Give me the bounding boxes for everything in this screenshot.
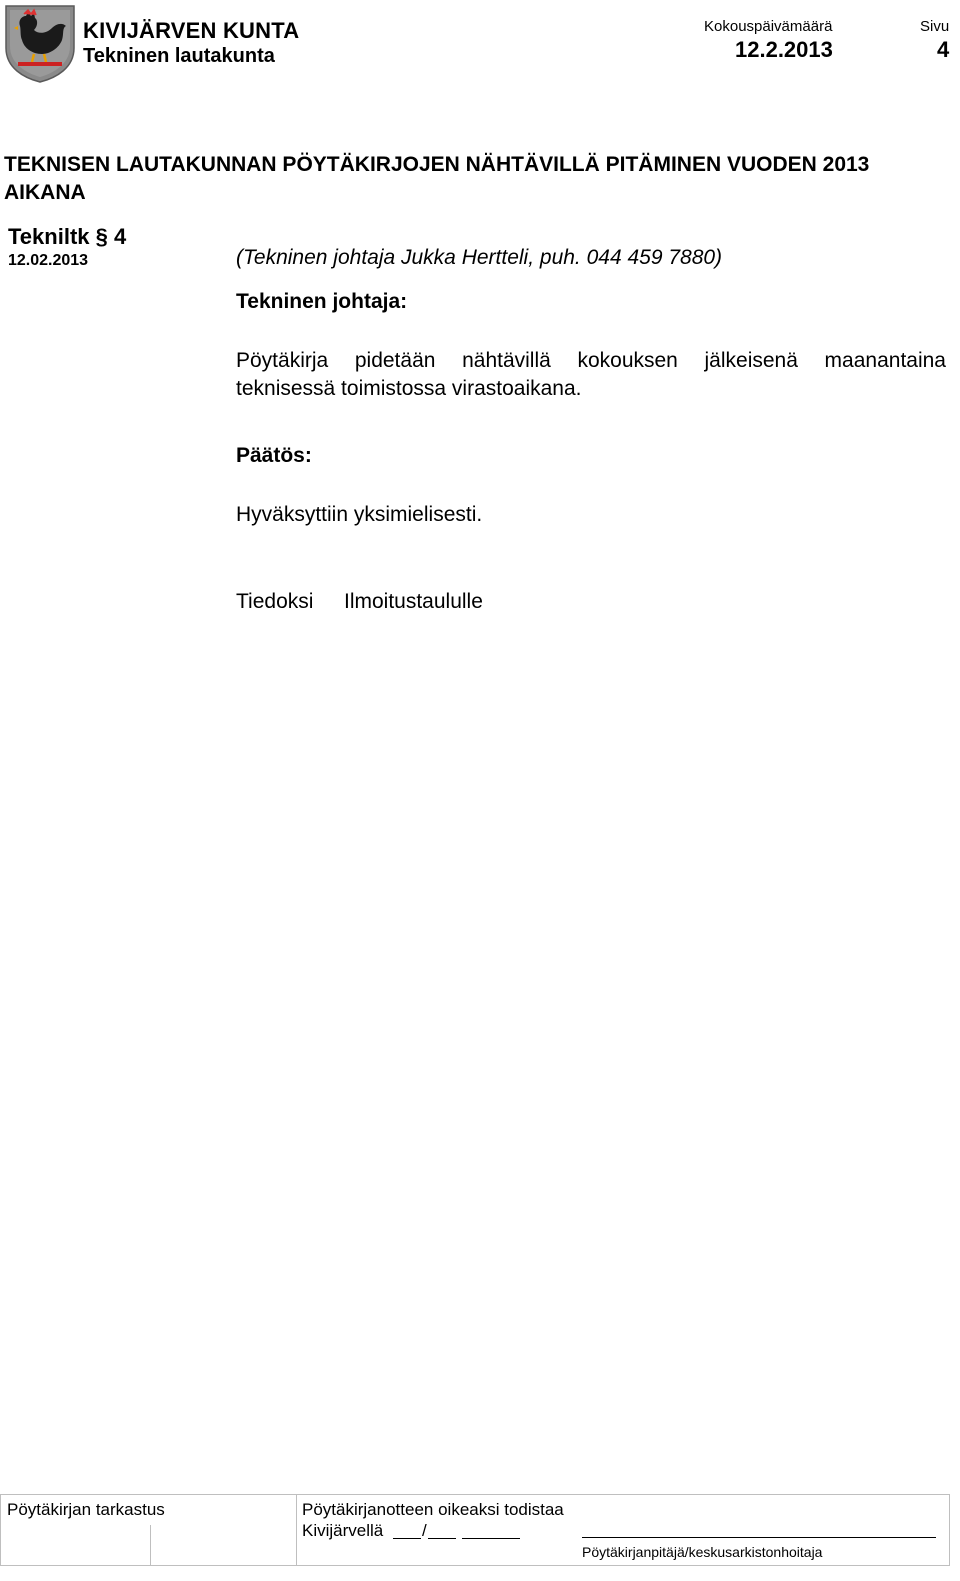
footer-date-blank-month (428, 1538, 456, 1539)
notify-label: Tiedoksi (236, 590, 314, 613)
document-title: TEKNISEN LAUTAKUNNAN PÖYTÄKIRJOJEN NÄHTÄVILLÄ PITÄMINEN VUODEN 2013 AIKANA (4, 153, 870, 204)
footer-certify-label: Pöytäkirjanotteen oikeaksi todistaa (302, 1500, 564, 1519)
rooster-coat-of-arms-icon (4, 4, 76, 84)
footer-signature-divider (150, 1525, 151, 1566)
footer-date-slash: / (422, 1521, 427, 1540)
footer-date-blank-day (393, 1538, 421, 1539)
footer-divider (296, 1494, 297, 1566)
footer-date-blank-year (462, 1538, 520, 1539)
footer-place: Kivijärvellä (302, 1521, 384, 1540)
section-date: 12.02.2013 (8, 252, 89, 269)
proposer-label: Tekninen johtaja: (236, 290, 408, 313)
proposal-text: Pöytäkirja pidetään nähtävillä kokouksen jälkeisenä maanantaina teknisessä toimistossa virastoaikana. (236, 349, 946, 400)
organization-name: KIVIJÄRVEN KUNTA (83, 18, 300, 43)
meeting-date-label: Kokouspäivämäärä (704, 18, 833, 35)
page-label: Sivu (920, 18, 950, 35)
organization-unit: Tekninen lautakunta (83, 45, 275, 67)
notify-target: Ilmoitustaululle (344, 590, 483, 613)
decision-label: Päätös: (236, 444, 312, 467)
section-reference: Tekniltk § 4 (8, 224, 127, 249)
footer-review-label: Pöytäkirjan tarkastus (7, 1500, 165, 1519)
footer-signature-line (582, 1537, 936, 1538)
presenter-info: (Tekninen johtaja Jukka Hertteli, puh. 044 459 7880) (236, 246, 723, 269)
footer-signer-role: Pöytäkirjanpitäjä/keskusarkistonhoitaja (582, 1544, 823, 1560)
decision-text: Hyväksyttiin yksimielisesti. (236, 503, 483, 526)
meeting-date: 12.2.2013 (735, 37, 833, 62)
page-number: 4 (937, 37, 950, 62)
